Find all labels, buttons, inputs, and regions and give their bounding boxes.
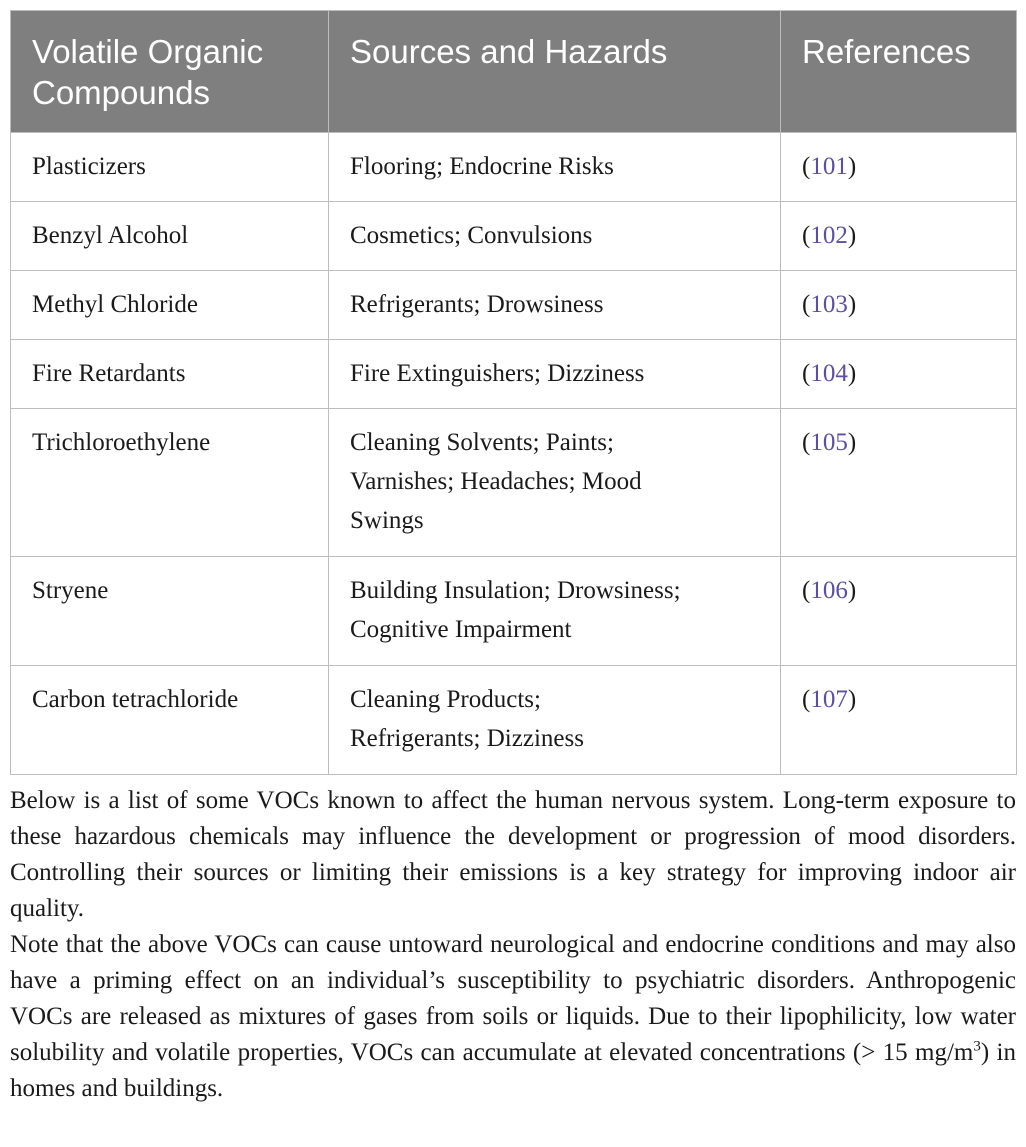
compound-cell: Carbon tetrachloride [11, 666, 329, 775]
table-row [11, 409, 1017, 557]
table-header [11, 11, 1017, 133]
table-row [11, 557, 1017, 666]
table-body [11, 133, 1017, 775]
header-compounds: Volatile Organic Compounds [11, 11, 329, 133]
compound-cell: Plasticizers [11, 133, 329, 202]
reference-link[interactable]: 103 [810, 291, 848, 318]
reference-cell: (104) [781, 340, 1017, 409]
reference-link[interactable]: 106 [810, 577, 848, 604]
compound-cell: Benzyl Alcohol [11, 202, 329, 271]
table-row [11, 340, 1017, 409]
compound-cell: Stryene [11, 557, 329, 666]
sources-cell: Cleaning Products; Refrigerants; Dizziness [329, 666, 781, 775]
header-sources-hazards: Sources and Hazards [329, 11, 781, 133]
reference-cell: (107) [781, 666, 1017, 775]
table-row [11, 202, 1017, 271]
reference-cell: (106) [781, 557, 1017, 666]
compound-cell: Methyl Chloride [11, 271, 329, 340]
content-wrapper [10, 10, 1016, 1107]
sources-cell: Fire Extinguishers; Dizziness [329, 340, 781, 409]
reference-cell: (101) [781, 133, 1017, 202]
header-references: References [781, 11, 1017, 133]
voc-table [10, 10, 1017, 775]
compound-cell: Fire Retardants [11, 340, 329, 409]
reference-link[interactable]: 104 [810, 360, 848, 387]
sources-cell: Building Insulation; Drowsiness; Cognitive Impairment [329, 557, 781, 666]
table-row [11, 133, 1017, 202]
reference-link[interactable]: 107 [810, 686, 848, 713]
sources-cell: Cleaning Solvents; Paints; Varnishes; Headaches; Mood Swings [329, 409, 781, 557]
reference-link[interactable]: 102 [810, 222, 848, 249]
sources-cell: Flooring; Endocrine Risks [329, 133, 781, 202]
reference-link[interactable]: 105 [810, 429, 848, 456]
footnote-paragraph-2-end: ) in homes and buildings. [10, 1039, 1016, 1102]
table-row [11, 271, 1017, 340]
footnote-paragraph-2 [10, 927, 1016, 1107]
table-row [11, 666, 1017, 775]
reference-link[interactable]: 101 [810, 153, 848, 180]
footnote-paragraph-1: Below is a list of some VOCs known to affect the human nervous system. Long-term exposure to these hazardous chemicals may influence the development or progression of mood disorders. Controlling their sources or limiting their emissions is a key strategy for improving indoor air quality. [10, 787, 1016, 922]
table-footnote [10, 783, 1016, 1107]
sources-cell: Refrigerants; Drowsiness [329, 271, 781, 340]
reference-cell: (105) [781, 409, 1017, 557]
reference-cell: (102) [781, 202, 1017, 271]
sources-cell: Cosmetics; Convulsions [329, 202, 781, 271]
compound-cell: Trichloroethylene [11, 409, 329, 557]
footnote-paragraph-2-text: Note that the above VOCs can cause untoward neurological and endocrine conditions and may also have a priming effect on an individual’s susceptibility to psychiatric disorders. Anthropogenic VOCs are released as mixtures of gases from soils or liquids. Due to their lipophilicity, low water solubility and volatile properties, VOCs can accumulate at elevated concentrations (> 15 mg/m [10, 931, 1016, 1066]
header-row [11, 11, 1017, 133]
reference-cell: (103) [781, 271, 1017, 340]
superscript-exponent: 3 [973, 1038, 981, 1055]
